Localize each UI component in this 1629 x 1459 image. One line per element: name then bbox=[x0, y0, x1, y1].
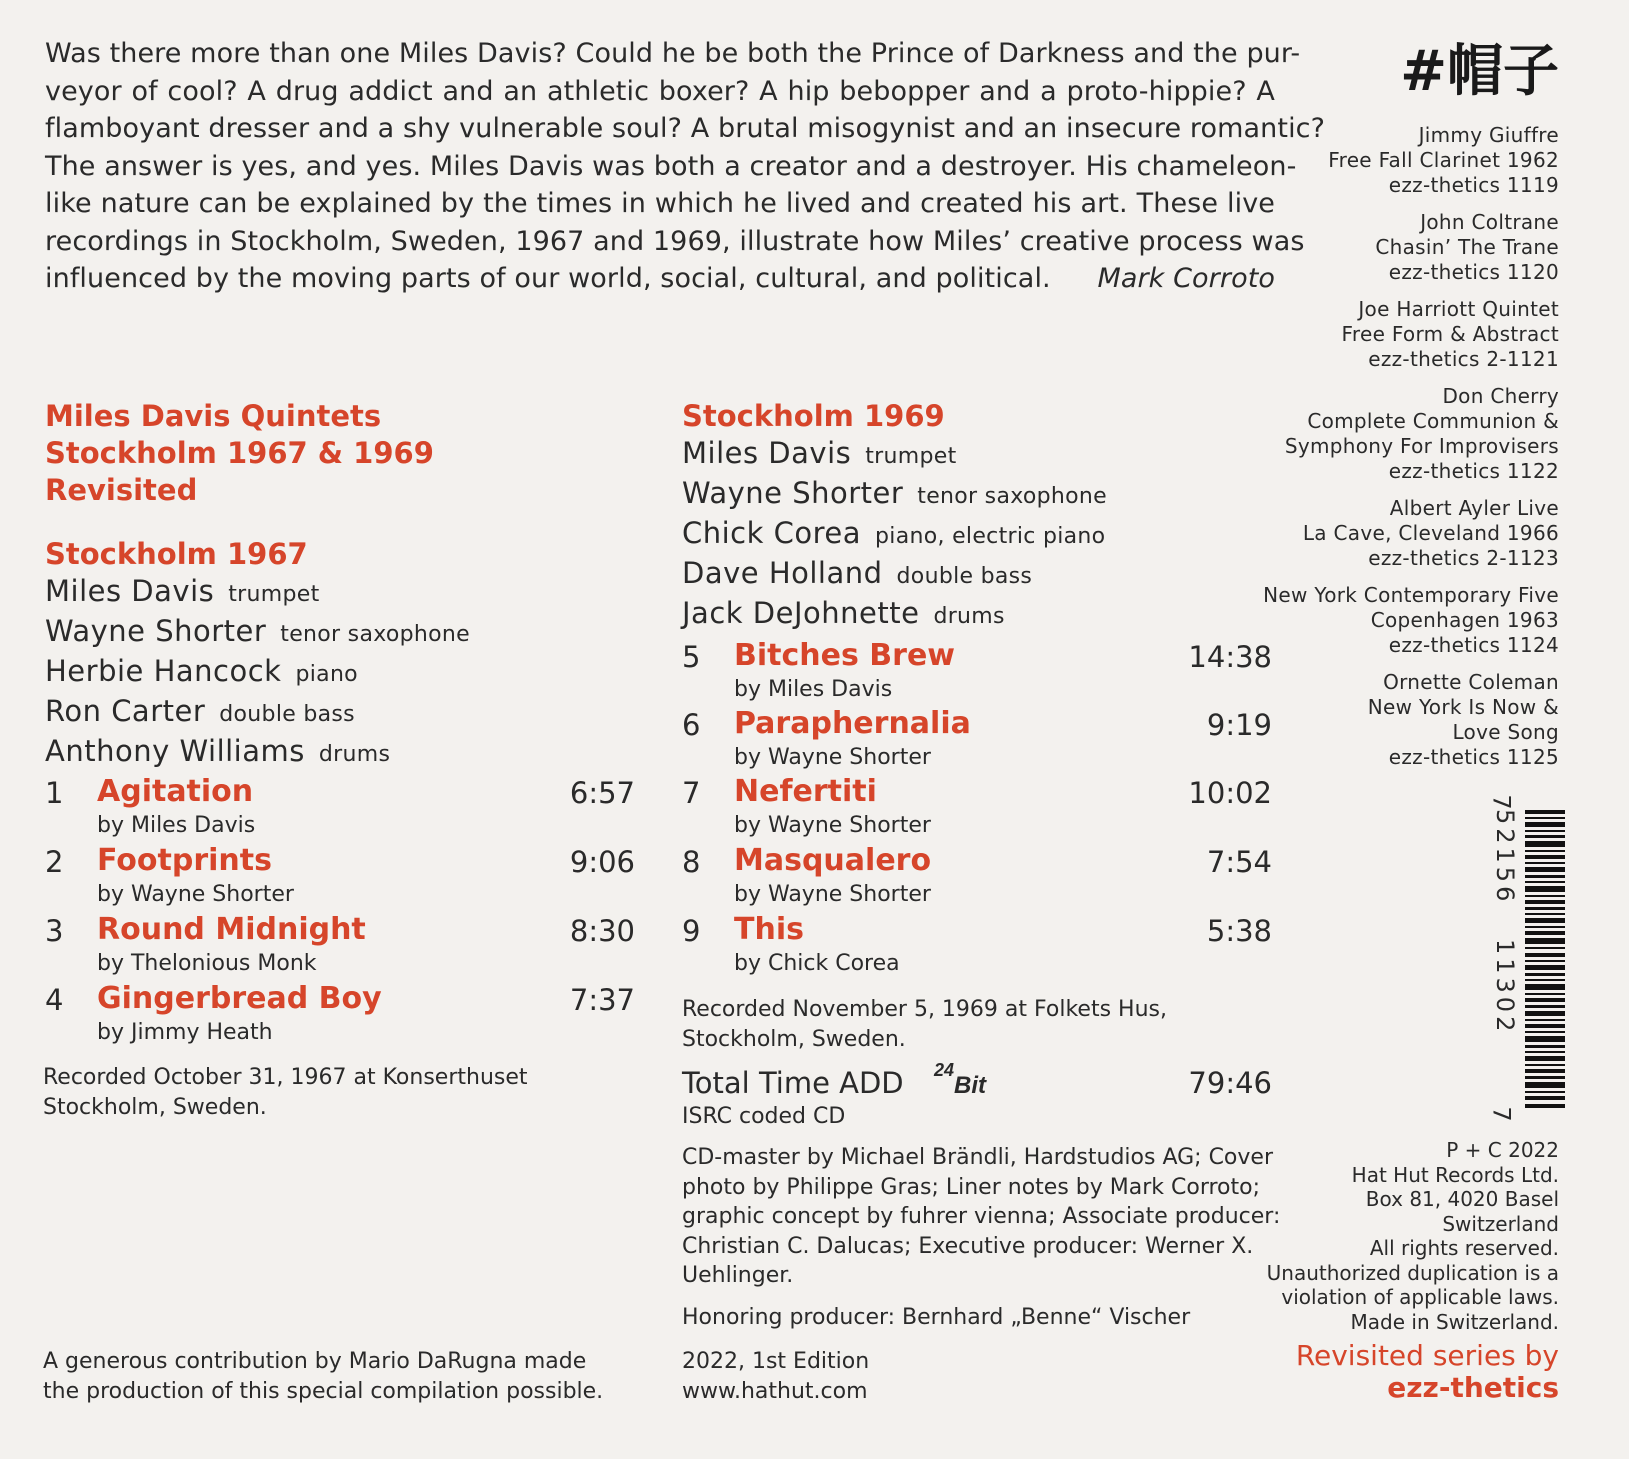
musician-row bbox=[45, 653, 470, 693]
catalog-line: Albert Ayler Live bbox=[1389, 496, 1559, 520]
catalog-line: Chasin’ The Trane bbox=[1375, 235, 1559, 259]
recording-line: Stockholm, Sweden. bbox=[43, 1095, 267, 1120]
series-brand: ezz-thetics bbox=[1387, 1371, 1559, 1404]
legal-line: Unauthorized duplication is a bbox=[1266, 1260, 1559, 1285]
track-composer: by Wayne Shorter bbox=[734, 813, 931, 838]
track-title: Round Midnight bbox=[97, 912, 366, 947]
musician-instrument: tenor saxophone bbox=[917, 484, 1107, 509]
barcode-digit: 52156 bbox=[1491, 809, 1519, 906]
track-row bbox=[45, 914, 635, 982]
track-number: 3 bbox=[45, 914, 64, 948]
track-duration: 6:57 bbox=[569, 776, 635, 810]
edition-line: 2022, 1st Edition bbox=[682, 1349, 870, 1374]
credit-line: graphic concept by fuhrer vienna; Associate producer: bbox=[682, 1204, 1281, 1229]
musician-instrument: trumpet bbox=[228, 582, 320, 607]
track-title: Agitation bbox=[97, 774, 254, 809]
musician-row bbox=[682, 595, 1107, 635]
track-composer: by Thelonious Monk bbox=[97, 951, 317, 976]
total-time-label: Total Time ADD bbox=[682, 1066, 904, 1100]
musician-name: Miles Davis bbox=[45, 574, 215, 608]
track-number: 6 bbox=[682, 708, 701, 742]
24-bit-badge bbox=[934, 1060, 987, 1099]
catalog-entry bbox=[1263, 583, 1559, 658]
catalog-entry bbox=[1263, 123, 1559, 198]
musician-instrument: drums bbox=[933, 604, 1005, 629]
total-time-value: 79:46 bbox=[1188, 1066, 1272, 1100]
catalog-entry bbox=[1263, 496, 1559, 571]
musician-row bbox=[682, 435, 1107, 475]
track-number: 8 bbox=[682, 845, 701, 879]
track-title: This bbox=[734, 912, 804, 947]
musician-name: Herbie Hancock bbox=[45, 654, 282, 688]
catalog-entry bbox=[1263, 210, 1559, 285]
catalog-line: John Coltrane bbox=[1420, 210, 1559, 234]
catalog-line: ezz-thetics 1125 bbox=[1388, 745, 1559, 769]
track-duration: 7:37 bbox=[569, 983, 635, 1017]
liner-notes-author: Mark Corroto bbox=[1097, 263, 1275, 294]
section-heading: Stockholm 1967 bbox=[45, 537, 308, 571]
catalog-list bbox=[1263, 123, 1559, 782]
bit-number: 24 bbox=[934, 1060, 955, 1080]
track-composer: by Miles Davis bbox=[734, 677, 893, 702]
series-credit bbox=[1296, 1340, 1559, 1404]
track-number: 5 bbox=[682, 640, 701, 674]
intro-line: influenced by the moving parts of our world, social, cultural, and political. bbox=[45, 263, 1051, 294]
musician-row bbox=[682, 475, 1107, 515]
musician-name: Wayne Shorter bbox=[682, 476, 904, 510]
track-row bbox=[45, 845, 635, 913]
edition-info bbox=[682, 1347, 869, 1407]
track-duration: 14:38 bbox=[1188, 640, 1272, 674]
track-title: Footprints bbox=[97, 843, 272, 878]
catalog-line: New York Is Now & bbox=[1367, 695, 1559, 719]
track-composer: by Miles Davis bbox=[97, 813, 256, 838]
musician-instrument: double bass bbox=[896, 564, 1033, 589]
musician-row bbox=[682, 515, 1107, 555]
legal-line: Hat Hut Records Ltd. bbox=[1351, 1162, 1559, 1187]
musician-row bbox=[45, 573, 470, 613]
track-number: 9 bbox=[682, 914, 701, 948]
section-heading: Stockholm 1969 bbox=[682, 399, 945, 433]
stockholm-1969-personnel bbox=[682, 398, 1107, 635]
contribution-line: the production of this special compilation possible. bbox=[43, 1379, 604, 1404]
catalog-line: Joe Harriott Quintet bbox=[1358, 297, 1559, 321]
legal-line: violation of applicable laws. bbox=[1281, 1285, 1559, 1309]
track-title: Bitches Brew bbox=[734, 638, 956, 673]
intro-line: flamboyant dresser and a shy vulnerable soul? A brutal misogynist and an insecure romantic? bbox=[45, 113, 1326, 144]
intro-line: veyor of cool? A drug addict and an athletic boxer? A hip bebopper and a proto-hippie? A bbox=[45, 75, 1275, 107]
recording-line: Recorded November 5, 1969 at Folkets Hus, bbox=[682, 997, 1167, 1022]
musician-instrument: piano bbox=[295, 662, 358, 687]
track-title: Paraphernalia bbox=[734, 706, 971, 741]
stockholm-1967-personnel bbox=[45, 536, 470, 773]
catalog-line: Jimmy Giuffre bbox=[1418, 123, 1559, 147]
catalog-line: ezz-thetics 1119 bbox=[1388, 173, 1559, 197]
barcode bbox=[1487, 780, 1565, 1135]
logo-text: #帽子 bbox=[1400, 39, 1559, 104]
catalog-line: Symphony For Improvisers bbox=[1284, 434, 1559, 458]
track-composer: by Wayne Shorter bbox=[734, 882, 931, 907]
intro-line: The answer is yes, and yes. Miles Davis was both a creator and a destroyer. His chameleon- bbox=[45, 150, 1297, 182]
catalog-line: ezz-thetics 1122 bbox=[1388, 459, 1559, 483]
production-credits bbox=[682, 1143, 1280, 1291]
catalog-line: La Cave, Cleveland 1966 bbox=[1302, 521, 1559, 545]
album-title bbox=[45, 398, 434, 509]
credit-line: Christian C. Dalucas; Executive producer: Werner X. bbox=[682, 1233, 1254, 1259]
intro-line: recordings in Stockholm, Sweden, 1967 and 1969, illustrate how Miles’ creative process was bbox=[45, 225, 1305, 257]
catalog-line: ezz-thetics 2-1121 bbox=[1368, 347, 1559, 371]
musician-row bbox=[45, 693, 470, 733]
musician-row bbox=[45, 733, 470, 773]
musician-name: Miles Davis bbox=[682, 436, 852, 470]
musician-row bbox=[682, 555, 1107, 595]
intro-line-last bbox=[45, 260, 1275, 298]
website-link: www.hathut.com bbox=[682, 1379, 868, 1404]
musician-instrument: trumpet bbox=[865, 444, 957, 469]
track-duration: 7:54 bbox=[1206, 845, 1272, 879]
catalog-line: Free Form & Abstract bbox=[1341, 322, 1559, 346]
legal-notice bbox=[1267, 1138, 1559, 1334]
track-number: 2 bbox=[45, 845, 64, 879]
contribution-note bbox=[43, 1347, 603, 1407]
catalog-line: New York Contemporary Five bbox=[1263, 583, 1559, 607]
track-row bbox=[682, 776, 1272, 844]
track-title: Gingerbread Boy bbox=[97, 981, 382, 1016]
legal-line: Switzerland bbox=[1442, 1211, 1559, 1236]
contribution-line: A generous contribution by Mario DaRugna made bbox=[43, 1349, 587, 1374]
album-title-line: Miles Davis Quintets bbox=[45, 399, 382, 433]
album-title-line: Stockholm 1967 & 1969 bbox=[45, 436, 434, 470]
recording-line: Recorded October 31, 1967 at Konserthuset bbox=[43, 1065, 528, 1090]
intro-line: Was there more than one Miles Davis? Could he be both the Prince of Darkness and the pur- bbox=[45, 38, 1301, 69]
musician-instrument: drums bbox=[318, 742, 391, 767]
recording-info-1969 bbox=[682, 995, 1167, 1055]
track-composer: by Chick Corea bbox=[734, 951, 900, 976]
musician-name: Ron Carter bbox=[45, 694, 206, 728]
track-row bbox=[682, 708, 1272, 776]
legal-line: P + C 2022 bbox=[1446, 1138, 1559, 1162]
musician-name: Jack DeJohnette bbox=[682, 596, 920, 630]
catalog-line: ezz-thetics 1124 bbox=[1388, 633, 1559, 657]
catalog-line: Copenhagen 1963 bbox=[1370, 608, 1559, 632]
musician-name: Chick Corea bbox=[682, 516, 862, 550]
catalog-entry bbox=[1263, 384, 1559, 484]
musician-name: Anthony Williams bbox=[45, 734, 305, 768]
label-logo bbox=[1400, 40, 1559, 104]
musician-name: Wayne Shorter bbox=[45, 614, 267, 648]
barcode-digit: 11302 bbox=[1491, 939, 1519, 1036]
catalog-line: Complete Communion & bbox=[1307, 409, 1559, 433]
track-composer: by Wayne Shorter bbox=[97, 882, 294, 907]
catalog-line: ezz-thetics 2-1123 bbox=[1368, 546, 1559, 570]
barcode-digit: 7 bbox=[1487, 1106, 1516, 1122]
total-time-row bbox=[682, 1060, 1272, 1130]
intro-line: like nature can be explained by the times in which he lived and created his art. These live bbox=[45, 188, 1275, 219]
credit-line: photo by Philippe Gras; Liner notes by Mark Corroto; bbox=[682, 1174, 1260, 1200]
track-title: Nefertiti bbox=[734, 774, 877, 809]
track-duration: 5:38 bbox=[1206, 914, 1272, 948]
track-row bbox=[45, 776, 635, 844]
catalog-line: Don Cherry bbox=[1442, 384, 1559, 408]
track-duration: 9:19 bbox=[1206, 708, 1272, 742]
recording-info-1967 bbox=[43, 1063, 528, 1123]
track-row bbox=[682, 640, 1272, 708]
credit-line: CD-master by Michael Brändli, Hardstudios AG; Cover bbox=[682, 1145, 1273, 1170]
track-title: Masqualero bbox=[734, 843, 932, 878]
musician-instrument: tenor saxophone bbox=[280, 622, 470, 647]
isrc-note: ISRC coded CD bbox=[682, 1104, 846, 1129]
catalog-entry bbox=[1263, 670, 1559, 770]
track-row bbox=[45, 983, 635, 1051]
legal-line: All rights reserved. bbox=[1369, 1236, 1559, 1260]
legal-line: Box 81, 4020 Basel bbox=[1365, 1187, 1559, 1211]
barcode-digit: 7 bbox=[1487, 794, 1516, 810]
musician-instrument: piano, electric piano bbox=[875, 524, 1106, 549]
credit-line: Uehlinger. bbox=[682, 1263, 794, 1288]
track-duration: 9:06 bbox=[569, 845, 635, 879]
catalog-line: Ornette Coleman bbox=[1383, 670, 1559, 694]
barcode-bars bbox=[1525, 810, 1565, 1110]
track-number: 1 bbox=[45, 776, 64, 810]
track-row bbox=[682, 914, 1272, 982]
recording-line: Stockholm, Sweden. bbox=[682, 1027, 906, 1052]
catalog-line: ezz-thetics 1120 bbox=[1388, 260, 1559, 284]
track-duration: 10:02 bbox=[1188, 776, 1272, 810]
track-number: 4 bbox=[45, 983, 64, 1017]
series-line: Revisited series by bbox=[1295, 1339, 1559, 1372]
liner-notes-paragraph bbox=[45, 35, 1326, 298]
musician-name: Dave Holland bbox=[682, 556, 883, 590]
catalog-line: Love Song bbox=[1452, 720, 1559, 744]
track-number: 7 bbox=[682, 776, 701, 810]
track-row bbox=[682, 845, 1272, 913]
track-composer: by Wayne Shorter bbox=[734, 745, 931, 770]
bit-word: Bit bbox=[954, 1072, 987, 1099]
legal-line: Made in Switzerland. bbox=[1350, 1309, 1559, 1334]
track-duration: 8:30 bbox=[569, 914, 635, 948]
musician-instrument: double bass bbox=[219, 702, 355, 727]
album-title-line: Revisited bbox=[45, 473, 198, 507]
track-composer: by Jimmy Heath bbox=[97, 1020, 273, 1045]
honoring-producer: Honoring producer: Bernhard „Benne“ Vischer bbox=[682, 1305, 1191, 1330]
catalog-line: Free Fall Clarinet 1962 bbox=[1328, 148, 1559, 172]
musician-row bbox=[45, 613, 470, 653]
catalog-entry bbox=[1263, 297, 1559, 372]
